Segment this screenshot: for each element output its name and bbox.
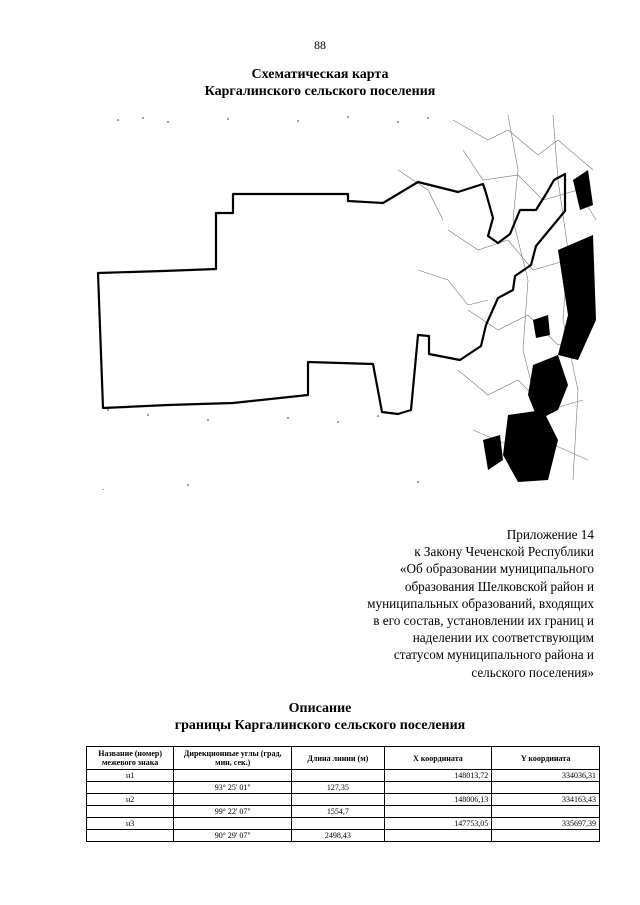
cell-y — [492, 806, 600, 818]
cell-x — [384, 782, 492, 794]
description-title-line2: границы Каргалинского сельского поселения — [174, 718, 466, 733]
cell-marker — [87, 782, 174, 794]
cell-x — [384, 806, 492, 818]
header-y-coordinate: Y координата — [492, 747, 600, 770]
appendix-line: статусом муниципального района и — [393, 647, 594, 663]
cell-x — [384, 830, 492, 842]
boundary-coordinates-table — [86, 746, 600, 842]
water-bodies — [483, 170, 596, 482]
header-marker-name: Название (номер) межевого знака — [87, 747, 174, 770]
table-row — [87, 806, 600, 818]
table-row — [87, 818, 600, 830]
cell-length: 1554,7 — [292, 806, 384, 818]
cell-length: 127,35 — [292, 782, 384, 794]
appendix-line: Приложение 14 — [506, 527, 594, 542]
cell-marker: н1 — [87, 770, 174, 782]
table-row — [87, 770, 600, 782]
cell-length: 2498,43 — [292, 830, 384, 842]
cell-x: 147753,05 — [384, 818, 492, 830]
appendix-line: наделении их соответствующим — [412, 630, 594, 646]
cell-y: 335697,39 — [492, 818, 600, 830]
header-line-length: Длина линии (м) — [292, 747, 384, 770]
cell-length — [292, 794, 384, 806]
cell-length — [292, 770, 384, 782]
appendix-line: муниципальных образований, входящих — [367, 595, 594, 611]
appendix-line: образования Шелковской район и — [404, 578, 594, 594]
table-row — [87, 782, 600, 794]
table-row — [87, 830, 600, 842]
appendix-caption — [264, 526, 594, 681]
appendix-line: в его состав, установлении их границ и — [373, 613, 594, 629]
cell-y: 334163,43 — [492, 794, 600, 806]
cell-y — [492, 830, 600, 842]
page-number: 88 — [314, 38, 326, 52]
map-title — [0, 66, 640, 100]
cell-marker: н2 — [87, 794, 174, 806]
appendix-line: «Об образовании муниципального — [399, 561, 594, 577]
cell-y — [492, 782, 600, 794]
cell-angle: 90° 29' 07" — [174, 830, 292, 842]
map-title-line1: Схематическая карта — [251, 67, 389, 82]
cell-marker: н3 — [87, 818, 174, 830]
cell-angle: 93° 25' 01" — [174, 782, 292, 794]
cell-x: 148006,13 — [384, 794, 492, 806]
cell-marker — [87, 830, 174, 842]
appendix-line: к Закону Чеченской Республики — [414, 544, 594, 560]
description-title — [0, 700, 640, 734]
scattered-dots — [102, 116, 429, 490]
description-title-line1: Описание — [288, 701, 352, 716]
table-row — [87, 794, 600, 806]
map-title-line2: Каргалинского сельского поселения — [204, 84, 436, 99]
appendix-line: сельского поселения» — [471, 664, 594, 680]
cell-angle: 99° 22' 07" — [174, 806, 292, 818]
settlement-boundary — [98, 174, 565, 414]
cell-angle — [174, 794, 292, 806]
header-direction-angle: Дирекционные углы (град, мин, сек.) — [174, 747, 292, 770]
table-header-row — [87, 747, 600, 770]
cell-angle — [174, 818, 292, 830]
cell-angle — [174, 770, 292, 782]
schematic-map — [88, 110, 598, 490]
header-x-coordinate: X координата — [384, 747, 492, 770]
cell-x: 148013,72 — [384, 770, 492, 782]
cell-marker — [87, 806, 174, 818]
cell-y: 334036,31 — [492, 770, 600, 782]
cell-length — [292, 818, 384, 830]
